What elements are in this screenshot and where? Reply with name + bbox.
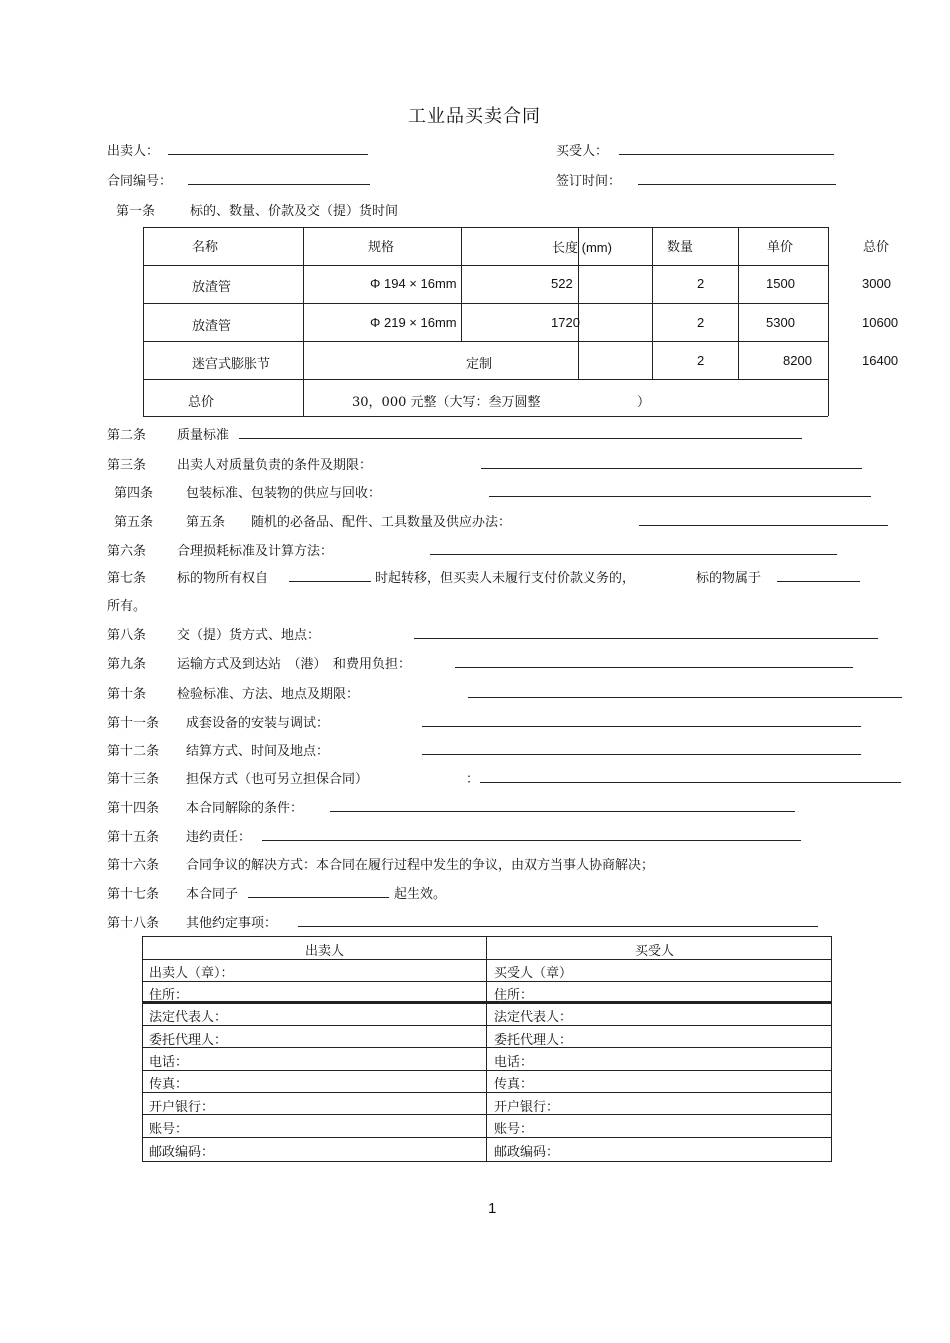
buyer-agent-label: 委托代理人： <box>494 1033 573 1048</box>
article-1-num: 第一条 <box>116 204 156 219</box>
table-row-1-length: 522 <box>551 276 573 291</box>
article-17-text-a: 本合同子 <box>186 887 239 902</box>
article-2-field[interactable] <box>239 438 802 439</box>
article-11-text: 成套设备的安装与调试： <box>186 716 330 731</box>
seller-postcode-label: 邮政编码： <box>149 1145 215 1160</box>
article-7-num: 第七条 <box>107 571 147 586</box>
party-header-seller: 出卖人 <box>305 944 345 959</box>
article-10-text: 检验标准、方法、地点及期限： <box>177 687 360 702</box>
seller-legal-rep-label: 法定代表人： <box>149 1010 228 1025</box>
article-15-field[interactable] <box>262 840 801 841</box>
article-6-num: 第六条 <box>107 544 147 559</box>
col-header-name: 名称 <box>192 240 219 255</box>
article-9-field[interactable] <box>455 667 853 668</box>
table-row-3-name: 迷宫式膨胀节 <box>192 357 271 372</box>
article-13-text: 担保方式（也可另立担保合同） <box>186 772 369 787</box>
contract-no-label: 合同编号： <box>107 174 173 189</box>
article-18-num: 第十八条 <box>107 916 160 931</box>
table-row-2-name: 放渣管 <box>192 319 232 334</box>
table-row-2-total: 10600 <box>862 315 899 330</box>
article-18-text: 其他约定事项： <box>186 916 278 931</box>
total-label: 总价 <box>188 395 215 410</box>
seller-fax-label: 传真： <box>149 1077 189 1092</box>
buyer-field[interactable] <box>619 154 834 155</box>
table-row-1-qty: 2 <box>697 276 705 291</box>
table-row-2-spec: Φ 219 × 16mm <box>370 315 457 330</box>
page-number: 1 <box>488 1200 497 1217</box>
article-4-num: 第四条 <box>114 486 154 501</box>
col-header-total: 总价 <box>863 240 890 255</box>
col-header-length: 长度 (mm) <box>552 240 612 255</box>
col-header-unit: 单价 <box>767 240 794 255</box>
article-10-field[interactable] <box>468 697 902 698</box>
sign-time-field[interactable] <box>638 184 836 185</box>
table-row-1-unit: 1500 <box>766 276 795 291</box>
contract-no-field[interactable] <box>188 184 370 185</box>
seller-stamp-label: 出卖人（章）： <box>149 966 234 981</box>
article-7-field-2[interactable] <box>777 581 860 582</box>
article-12-field[interactable] <box>422 754 861 755</box>
seller-account-label: 账号： <box>149 1122 189 1137</box>
article-5-num: 第五条 <box>114 515 154 530</box>
table-row-3-qty: 2 <box>697 353 705 368</box>
article-13-colon: ： <box>466 772 480 787</box>
buyer-label: 买受人： <box>556 144 609 159</box>
table-row-3-total: 16400 <box>862 353 899 368</box>
article-17-field[interactable] <box>248 897 389 898</box>
table-row-2-unit: 5300 <box>766 315 795 330</box>
buyer-bank-label: 开户银行： <box>494 1100 560 1115</box>
article-4-text: 包装标准、包装物的供应与回收： <box>186 486 382 501</box>
total-close: ） <box>637 395 651 410</box>
article-8-num: 第八条 <box>107 628 147 643</box>
article-4-field[interactable] <box>489 496 871 497</box>
article-2-num: 第二条 <box>107 428 147 443</box>
article-7-field-1[interactable] <box>289 581 371 582</box>
article-3-num: 第三条 <box>107 458 147 473</box>
buyer-address-label: 住所： <box>494 988 534 1003</box>
article-2-text: 质量标准 <box>177 428 230 443</box>
buyer-postcode-label: 邮政编码： <box>494 1145 560 1160</box>
seller-agent-label: 委托代理人： <box>149 1033 228 1048</box>
article-6-field[interactable] <box>430 554 837 555</box>
article-17-text-b: 起生效。 <box>394 887 447 902</box>
article-17-num: 第十七条 <box>107 887 160 902</box>
table-row-1-total: 3000 <box>862 276 891 291</box>
article-11-num: 第十一条 <box>107 716 160 731</box>
party-header-buyer: 买受人 <box>635 944 675 959</box>
article-11-field[interactable] <box>422 726 861 727</box>
article-12-text: 结算方式、时间及地点： <box>186 744 330 759</box>
sign-time-label: 签订时间： <box>556 174 622 189</box>
table-row-2-length: 1720 <box>551 315 580 330</box>
seller-phone-label: 电话： <box>149 1055 189 1070</box>
article-10-num: 第十条 <box>107 687 147 702</box>
buyer-account-label: 账号： <box>494 1122 534 1137</box>
buyer-stamp-label: 买受人（章） <box>494 966 573 981</box>
article-9-text: 运输方式及到达站 （港） 和费用负担： <box>177 657 412 672</box>
seller-label: 出卖人： <box>107 144 160 159</box>
seller-address-label: 住所： <box>149 988 189 1003</box>
article-7-text-c: 标的物属于 <box>696 571 762 586</box>
total-value: 30，000 元整（大写：叁万圆整 <box>352 395 541 410</box>
article-7-text-d: 所有。 <box>107 599 147 614</box>
table-row-1-name: 放渣管 <box>192 280 232 295</box>
article-14-text: 本合同解除的条件： <box>186 801 304 816</box>
article-15-num: 第十五条 <box>107 830 160 845</box>
article-16-num: 第十六条 <box>107 858 160 873</box>
article-14-num: 第十四条 <box>107 801 160 816</box>
col-header-qty: 数量 <box>667 240 694 255</box>
article-18-field[interactable] <box>298 926 818 927</box>
article-8-field[interactable] <box>414 638 878 639</box>
article-13-num: 第十三条 <box>107 772 160 787</box>
party-table <box>142 936 832 1162</box>
seller-bank-label: 开户银行： <box>149 1100 215 1115</box>
article-16-text: 合同争议的解决方式：本合同在履行过程中发生的争议，由双方当事人协商解决； <box>186 858 655 873</box>
seller-field[interactable] <box>168 154 368 155</box>
table-row-1-spec: Φ 194 × 16mm <box>370 276 457 291</box>
article-9-num: 第九条 <box>107 657 147 672</box>
article-5-text: 第五条 随机的必备品、配件、工具数量及供应办法： <box>186 515 512 530</box>
article-15-text: 违约责任： <box>186 830 252 845</box>
col-header-spec: 规格 <box>368 240 395 255</box>
article-7-text-b: 时起转移，但买卖人未履行支付价款义务的， <box>375 571 636 586</box>
table-row-3-spec: 定制 <box>466 357 493 372</box>
table-row-2-qty: 2 <box>697 315 705 330</box>
article-3-field[interactable] <box>481 468 862 469</box>
article-1-text: 标的、数量、价款及交（提）货时间 <box>190 204 399 219</box>
article-12-num: 第十二条 <box>107 744 160 759</box>
article-8-text: 交（提）货方式、地点： <box>177 628 321 643</box>
article-5-field[interactable] <box>639 525 888 526</box>
article-14-field[interactable] <box>330 811 795 812</box>
buyer-phone-label: 电话： <box>494 1055 534 1070</box>
article-6-text: 合理损耗标准及计算方法： <box>177 544 334 559</box>
page-title: 工业品买卖合同 <box>408 106 541 127</box>
article-3-text: 出卖人对质量负责的条件及期限： <box>177 458 373 473</box>
article-7-text-a: 标的物所有权自 <box>177 571 269 586</box>
buyer-legal-rep-label: 法定代表人： <box>494 1010 573 1025</box>
buyer-fax-label: 传真： <box>494 1077 534 1092</box>
article-13-field[interactable] <box>480 782 901 783</box>
table-row-3-unit: 8200 <box>783 353 812 368</box>
